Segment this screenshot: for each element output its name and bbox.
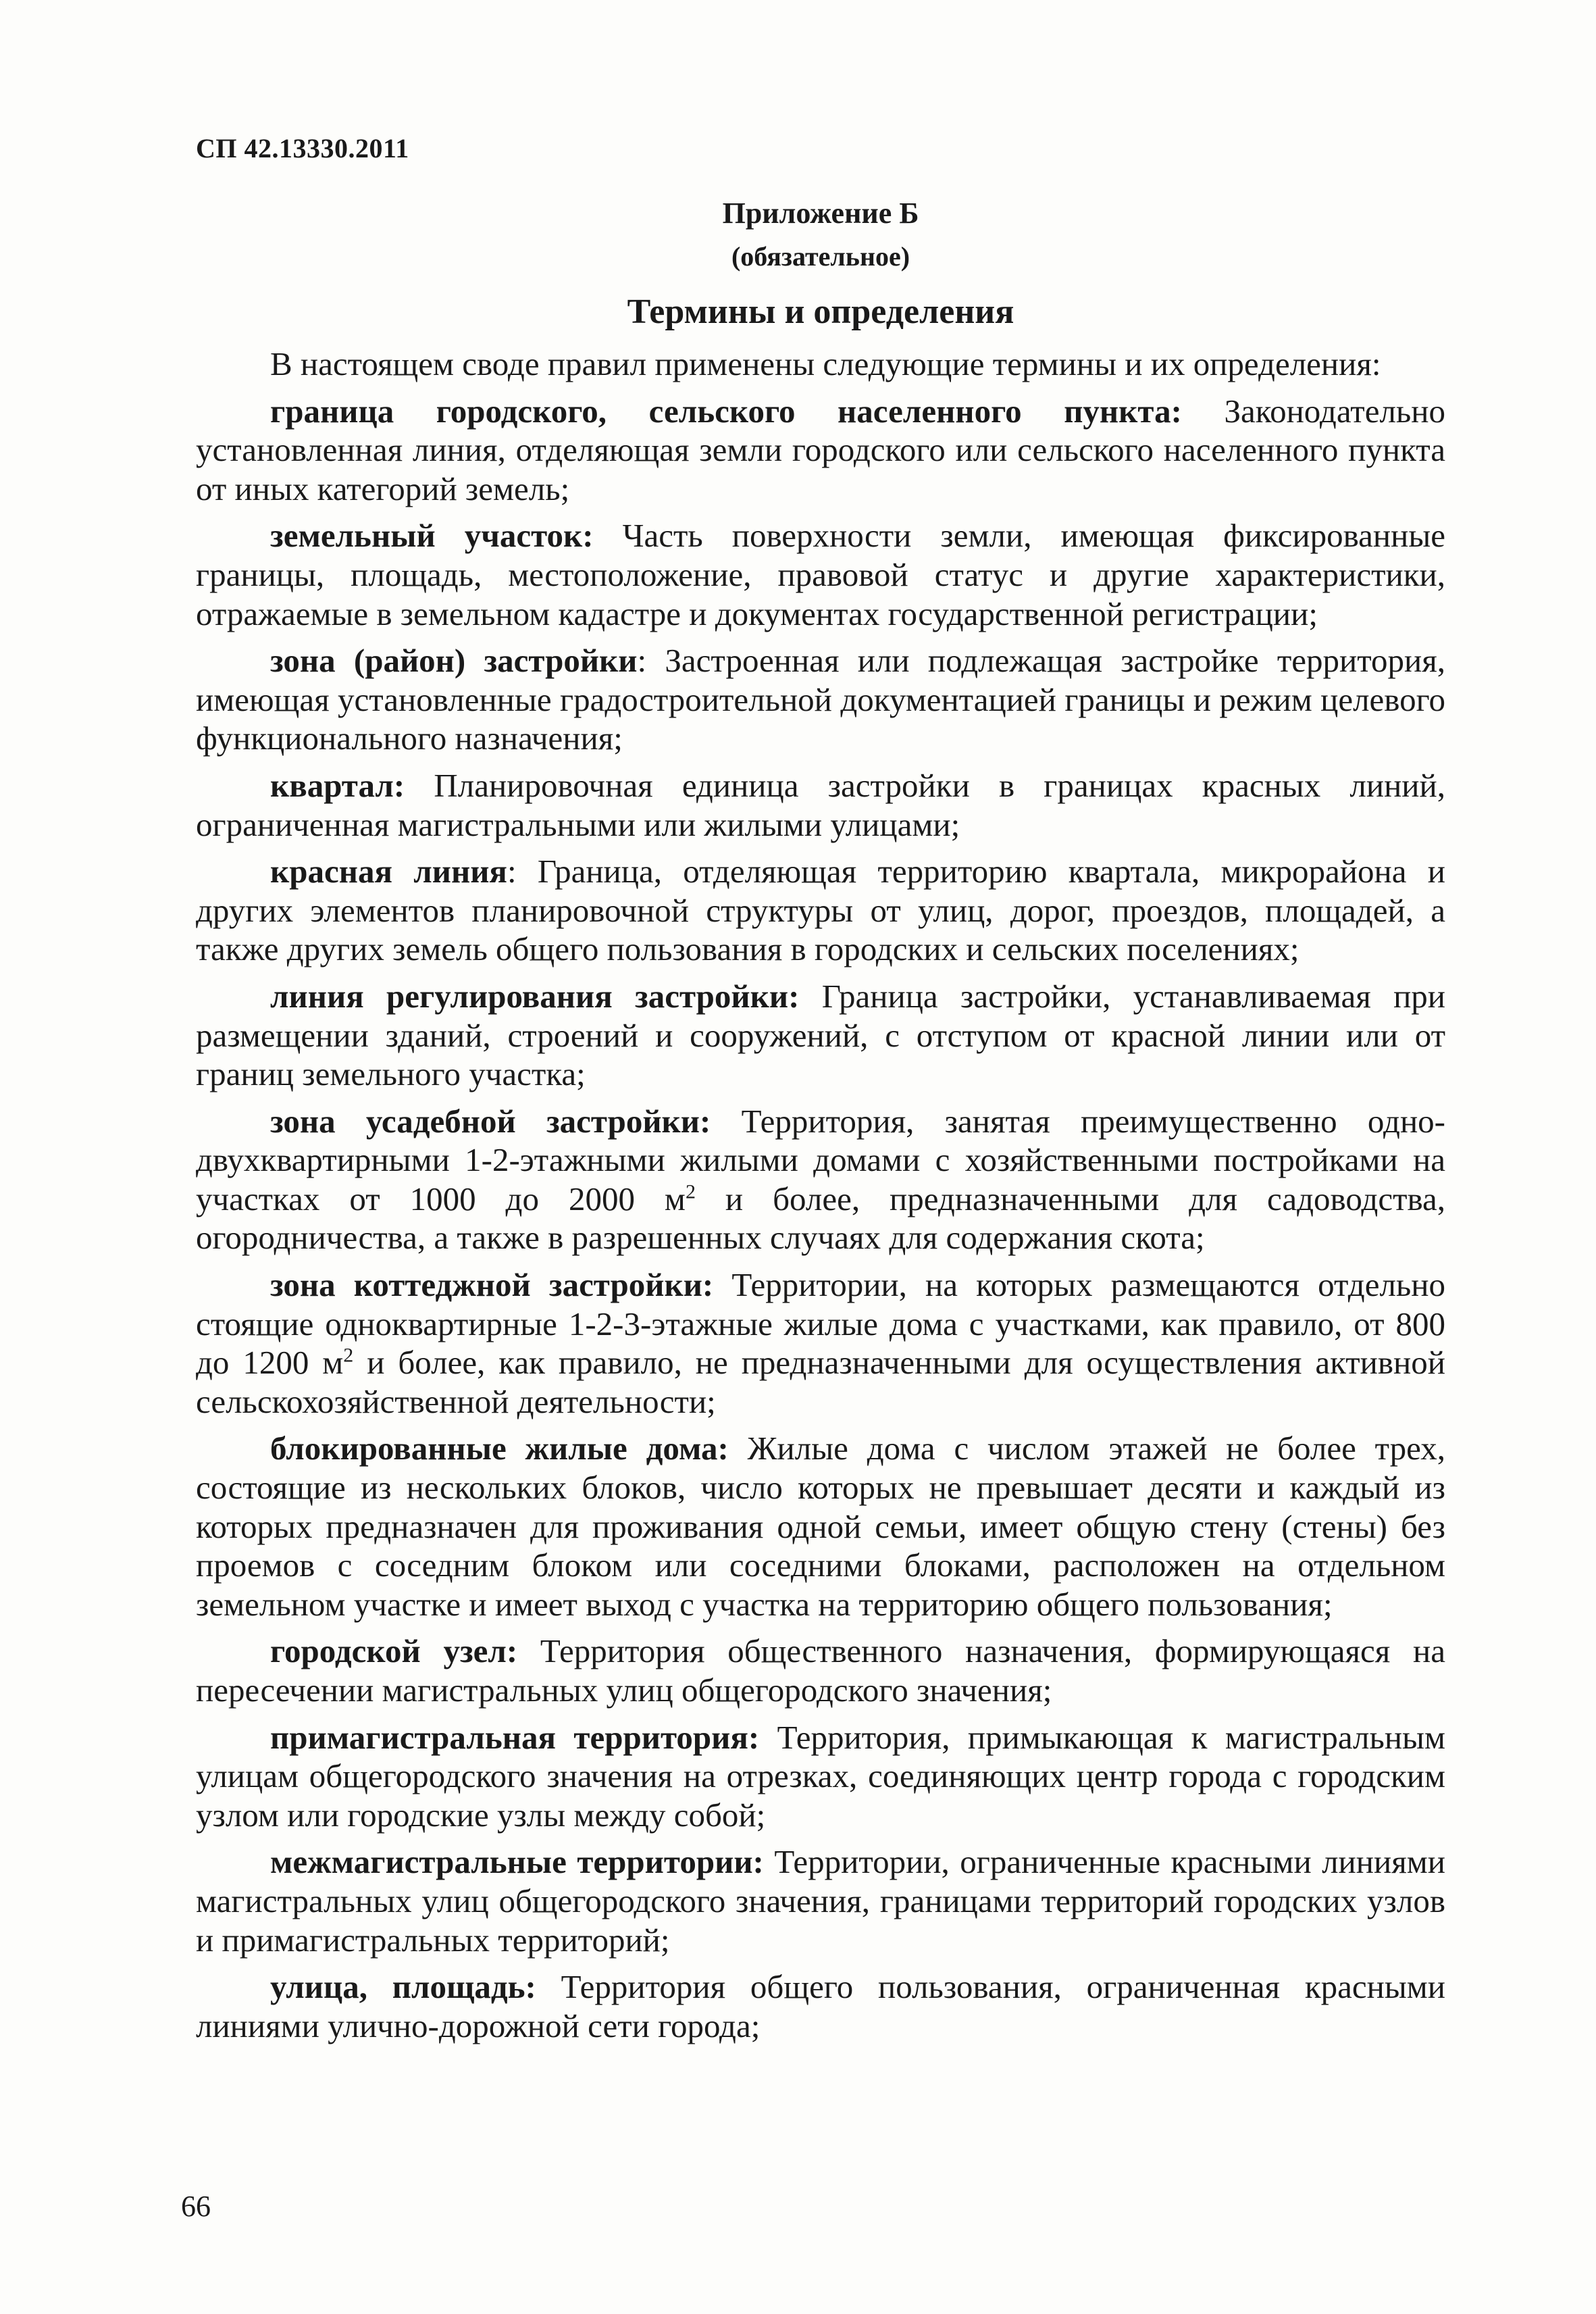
term-paragraph (196, 852, 1445, 969)
term-paragraph (196, 1842, 1445, 1959)
definition: Территория общего пользования, ограниченная красными линиями улично-дорожной сети города; (196, 1968, 1445, 2044)
definition: Часть поверхности земли, имеющая фиксированные границы, площадь, местоположение, правовой статус и другие характеристики, отражаемые в земельном кадастре и документах государственной регистрации; (196, 517, 1445, 632)
term: зона коттеджной застройки: (270, 1266, 714, 1304)
term-paragraph (196, 1967, 1445, 2045)
definition: Планировочная единица застройки в границах красных линий, ограниченная магистральными или жилыми улицами; (196, 766, 1445, 843)
definition: Территория, занятая преимущественно одно-двухквартирными 1-2-этажными жилыми домами с хозяйственными постройками на участках от 1000 до 2000 м (196, 1102, 1445, 1217)
term-paragraph (196, 1265, 1445, 1421)
definition-continued: и более, как правило, не предназначенными для осуществления активной сельскохозяйственной деятельности; (196, 1344, 1445, 1420)
definition: Территории, ограниченные красными линиями магистральных улиц общегородского значения, границами территорий городских узлов и примагистральных территорий; (196, 1843, 1445, 1959)
definition: Законодательно установленная линия, отделяющая земли городского или сельского населенного пункта от иных категорий земель; (196, 392, 1445, 507)
term-paragraph (196, 977, 1445, 1094)
term-paragraph (196, 766, 1445, 844)
definition: : Застроенная или подлежащая застройке территория, имеющая установленные градостроительной документацией границы и режим целевого функционального назначения; (196, 642, 1446, 757)
definition-continued: и более, предназначенными для садоводства, огородничества, а также в разрешенных случаях для содержания скота; (196, 1180, 1445, 1257)
intro-paragraph: В настоящем своде правил применены следующие термины и их определения: (270, 345, 1381, 382)
definition: Территория общественного назначения, формирующаяся на пересечении магистральных улиц общегородского значения; (196, 1632, 1445, 1709)
superscript: 2 (685, 1180, 696, 1203)
definition: Жилые дома с числом этажей не более трех, состоящие из нескольких блоков, число которых не превышает десяти и каждый из которых предназначен для проживания одной семьи, имеет общую стену (стены) без проемов с соседним блоком или соседними блоками, расположен на отдельном земельном участке и имеет выход с участка на территорию общего пользования; (196, 1430, 1446, 1623)
term: городской узел: (270, 1632, 518, 1670)
term: зона усадебной застройки: (270, 1102, 711, 1140)
term: линия регулирования застройки: (270, 977, 800, 1015)
term-paragraph (196, 641, 1445, 758)
definition: Граница застройки, устанавливаемая при размещении зданий, строений и сооружений, с отступом от красной линии или от границ земельного участка; (196, 977, 1446, 1093)
term: квартал: (270, 766, 405, 804)
definition: Территории, на которых размещаются отдельно стоящие одноквартирные 1-2-3-этажные жилые дома с участками, как правило, от 800 до 1200 м (196, 1266, 1445, 1382)
document-code: СП 42.13330.2011 (196, 133, 409, 164)
term: зона (район) застройки (270, 642, 638, 680)
term-paragraph (196, 1632, 1445, 1709)
appendix-subtitle: (обязательное) (731, 241, 910, 272)
term-paragraph (196, 392, 1445, 509)
term: граница городского, сельского населенного пункта: (270, 392, 1182, 430)
term-paragraph (196, 1429, 1445, 1624)
definition: : Граница, отделяющая территорию квартала, микрорайона и других элементов планировочной структуры от улиц, дорог, проездов, площадей, а также других земель общего пользования в городских и сельских поселениях; (196, 853, 1445, 968)
page-number: 66 (181, 2190, 211, 2223)
term: межмагистральные территории: (270, 1843, 764, 1881)
term: примагистральная территория: (270, 1718, 760, 1756)
term-paragraph (196, 1102, 1445, 1257)
term: красная линия (270, 853, 507, 890)
superscript: 2 (343, 1344, 354, 1367)
section-title: Термины и определения (627, 293, 1014, 331)
term: земельный участок: (270, 517, 594, 555)
term-paragraph (196, 1718, 1445, 1835)
appendix-title: Приложение Б (722, 197, 919, 230)
body-text (196, 345, 1445, 2053)
definition: Территория, примыкающая к магистральным улицам общегородского значения на отрезках, соединяющих центр города с городским узлом или городские узлы между собой; (196, 1718, 1445, 1834)
term: улица, площадь: (270, 1968, 536, 2006)
term-paragraph (196, 516, 1445, 633)
term: блокированные жилые дома: (270, 1430, 729, 1467)
